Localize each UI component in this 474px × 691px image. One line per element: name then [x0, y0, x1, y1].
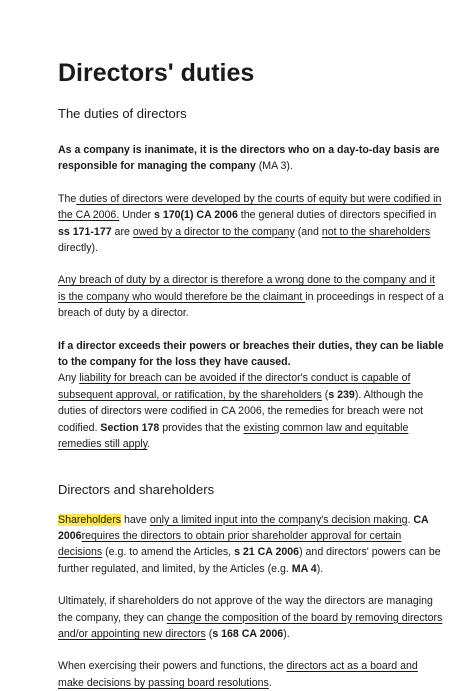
- text: ).: [316, 562, 324, 575]
- text: (MA 3).: [255, 160, 293, 173]
- underlined-text: liability for breach can be avoided if the director's conduct is capable of subsequent approval, or ratification, by the shareholders: [58, 372, 411, 401]
- text: Any: [58, 372, 80, 385]
- text: ). Although the duties of directors were codified in CA 2006, the remedies for breach were not codified.: [58, 388, 424, 434]
- bold-text: ss 171-177: [58, 225, 112, 238]
- underlined-text: requires the directors to obtain prior shareholder approval for certain decisions: [58, 529, 402, 559]
- text: ).: [283, 627, 290, 640]
- bold-text: CA 2006: [58, 513, 429, 542]
- section-heading-duties: The duties of directors: [58, 106, 187, 121]
- text: (: [321, 388, 329, 401]
- underlined-text: Any breach of duty by a director is therefore a wrong done to the company and it is the company who would therefore be the claimant: [58, 274, 435, 303]
- text: Ultimately, if shareholders do not approve of the way the directors are managing the company, they can: [58, 595, 433, 624]
- text: ) and directors' powers can be further regulated, and limited, by the Articles (e.g.: [58, 546, 441, 575]
- paragraph-shareholder-input: [58, 512, 444, 578]
- bold-text: As a company is inanimate, it is the directors who on a day-to-day basis are responsible for managing the company: [58, 144, 440, 173]
- section-heading-shareholders: Directors and shareholders: [58, 481, 215, 497]
- text: (: [205, 627, 213, 640]
- underlined-text: CA 2006.: [75, 209, 120, 222]
- text: The: [58, 192, 77, 205]
- text: .: [268, 676, 272, 689]
- underlined-text: existing common law and equitable remedies still apply: [58, 421, 409, 451]
- paragraph-liability: [58, 338, 444, 453]
- bold-text: If a director exceeds their powers or breaches their duties, they can be liable to the company for the loss they have caused.: [58, 339, 444, 369]
- underlined-text: only a limited input into the company's decision making: [149, 513, 408, 526]
- paragraph-intro: [58, 142, 444, 175]
- bold-text: MA 4: [291, 562, 317, 575]
- bold-text: s 168 CA 2006: [212, 627, 284, 640]
- text: Under: [119, 209, 155, 222]
- paragraph-board-composition: [58, 593, 444, 642]
- bold-text: s 170(1) CA 2006: [154, 209, 238, 222]
- text: have: [121, 513, 150, 526]
- text: (and: [294, 225, 322, 238]
- underlined-text: owed by a director to the company: [132, 225, 295, 238]
- text: are: [111, 225, 133, 238]
- text: in proceedings in respect of a breach of duty by a director.: [58, 290, 444, 320]
- paragraph-board-resolutions: [58, 658, 444, 691]
- bold-text: Section 178: [100, 421, 160, 434]
- underlined-text: not to the shareholders: [321, 225, 431, 238]
- bold-text: s 21 CA 2006: [234, 546, 300, 559]
- text: directly).: [58, 242, 99, 255]
- paragraph-codification: [58, 191, 444, 257]
- highlighted-text: Shareholders: [58, 513, 122, 526]
- text: When exercising their powers and functions, the: [58, 660, 287, 673]
- text: the general duties of directors specified in: [237, 209, 437, 222]
- bold-text: s 239: [328, 388, 355, 401]
- underlined-text: change the composition of the board by removing directors and/or appointing new directors: [58, 611, 443, 640]
- underlined-text: duties of directors were developed by the courts of equity but were codified in the: [58, 192, 442, 222]
- text: .: [407, 513, 414, 526]
- paragraph-breach: [58, 272, 444, 321]
- text: (e.g. to amend the Articles,: [102, 546, 235, 559]
- text: provides that the: [159, 421, 244, 434]
- text: .: [147, 438, 151, 451]
- page-title: Directors' duties: [58, 59, 255, 87]
- underlined-text: directors act as a board and make decisions by passing board resolutions: [58, 660, 418, 689]
